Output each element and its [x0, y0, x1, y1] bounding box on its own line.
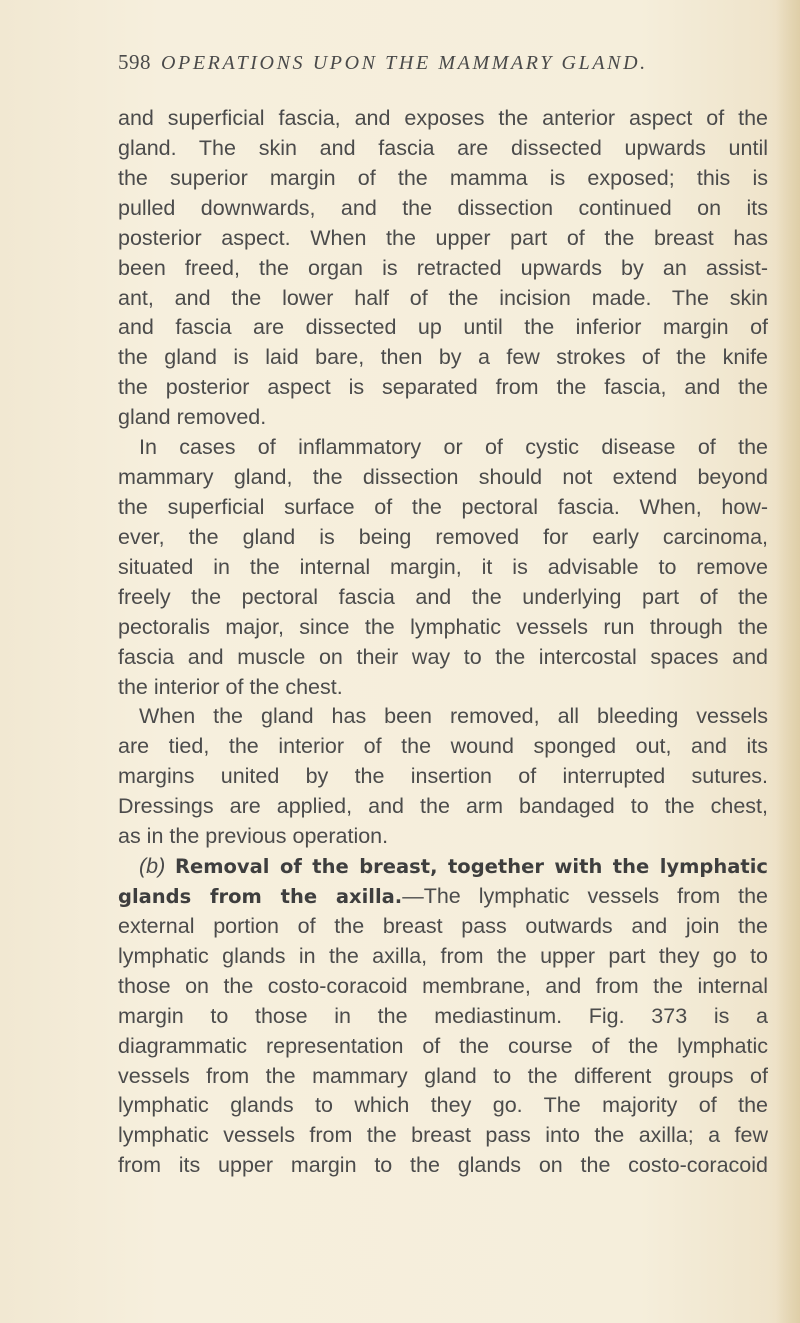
text-line: freely the pectoral fascia and the underlying part of the	[118, 584, 768, 609]
section-label: (b)	[139, 854, 166, 879]
text-line: lymphatic vessels from the breast pass into the axilla; a few	[118, 1123, 768, 1148]
page-number: 598	[118, 50, 151, 74]
text-line: are tied, the interior of the wound sponged out, and its	[118, 734, 768, 759]
text-line: and fascia are dissected up until the inferior margin of	[118, 315, 768, 340]
section-heading-continuation	[118, 884, 768, 908]
text-line: and superficial fascia, and exposes the anterior aspect of the	[118, 106, 768, 130]
text-line: In cases of inflammatory or of cystic disease of the	[139, 435, 768, 460]
text-line: Dressings are applied, and the arm bandaged to the chest,	[118, 794, 768, 819]
text-line: the superior margin of the mamma is exposed; this is	[118, 165, 768, 190]
text-line: from its upper margin to the glands on the costo-coracoid	[118, 1153, 768, 1178]
section-heading-line	[118, 852, 768, 882]
text-line: ever, the gland is being removed for early carcinoma,	[118, 524, 768, 549]
text-line: situated in the internal margin, it is advisable to remove	[118, 554, 768, 579]
text-line: lymphatic glands to which they go. The majority of the	[118, 1093, 768, 1118]
text-line: external portion of the breast pass outwards and join the	[118, 913, 768, 938]
text-line: lymphatic glands in the axilla, from the upper part they go to	[118, 943, 768, 968]
text-line: mammary gland, the dissection should not extend beyond	[118, 465, 768, 490]
text-line	[118, 882, 768, 912]
text-line: those on the costo-coracoid membrane, and from the internal	[118, 973, 768, 998]
text-line: the posterior aspect is separated from the fascia, and the	[118, 375, 768, 400]
text-line: gland removed.	[118, 405, 267, 430]
text-line: When the gland has been removed, all bleeding vessels	[139, 704, 768, 729]
section-heading-end: glands from the axilla.	[118, 884, 403, 908]
text-line: pectoralis major, since the lymphatic vessels run through the	[118, 614, 768, 639]
text-line: margin to those in the mediastinum. Fig. 373 is a	[118, 1003, 768, 1028]
text-line: the gland is laid bare, then by a few strokes of the knife	[118, 345, 768, 370]
page-edge-shadow	[776, 0, 800, 1323]
text-line: the interior of the chest.	[118, 674, 343, 699]
text-line: the superficial surface of the pectoral fascia. When, how-	[118, 494, 768, 519]
section-body-start: —The lymphatic vessels from the	[402, 883, 768, 908]
text-line: diagrammatic representation of the course of the lymphatic	[118, 1033, 768, 1058]
text-line: posterior aspect. When the upper part of the breast has	[118, 225, 768, 250]
text-line: gland. The skin and fascia are dissected upwards until	[118, 135, 768, 160]
text-line: as in the previous operation.	[118, 824, 389, 849]
text-line: ant, and the lower half of the incision made. The skin	[118, 285, 768, 310]
text-line: fascia and muscle on their way to the intercostal spaces and	[118, 644, 768, 669]
running-title: OPERATIONS UPON THE MAMMARY GLAND.	[161, 52, 648, 74]
text-line: been freed, the organ is retracted upwards by an assist-	[118, 255, 768, 280]
page-header	[118, 50, 718, 80]
body-text	[118, 104, 768, 1181]
section-heading: Removal of the breast, together with the lymphatic	[174, 855, 768, 879]
text-line: pulled downwards, and the dissection continued on its	[118, 195, 768, 220]
text-line: vessels from the mammary gland to the different groups of	[118, 1063, 768, 1088]
text-line: margins united by the insertion of interrupted sutures.	[118, 764, 768, 789]
